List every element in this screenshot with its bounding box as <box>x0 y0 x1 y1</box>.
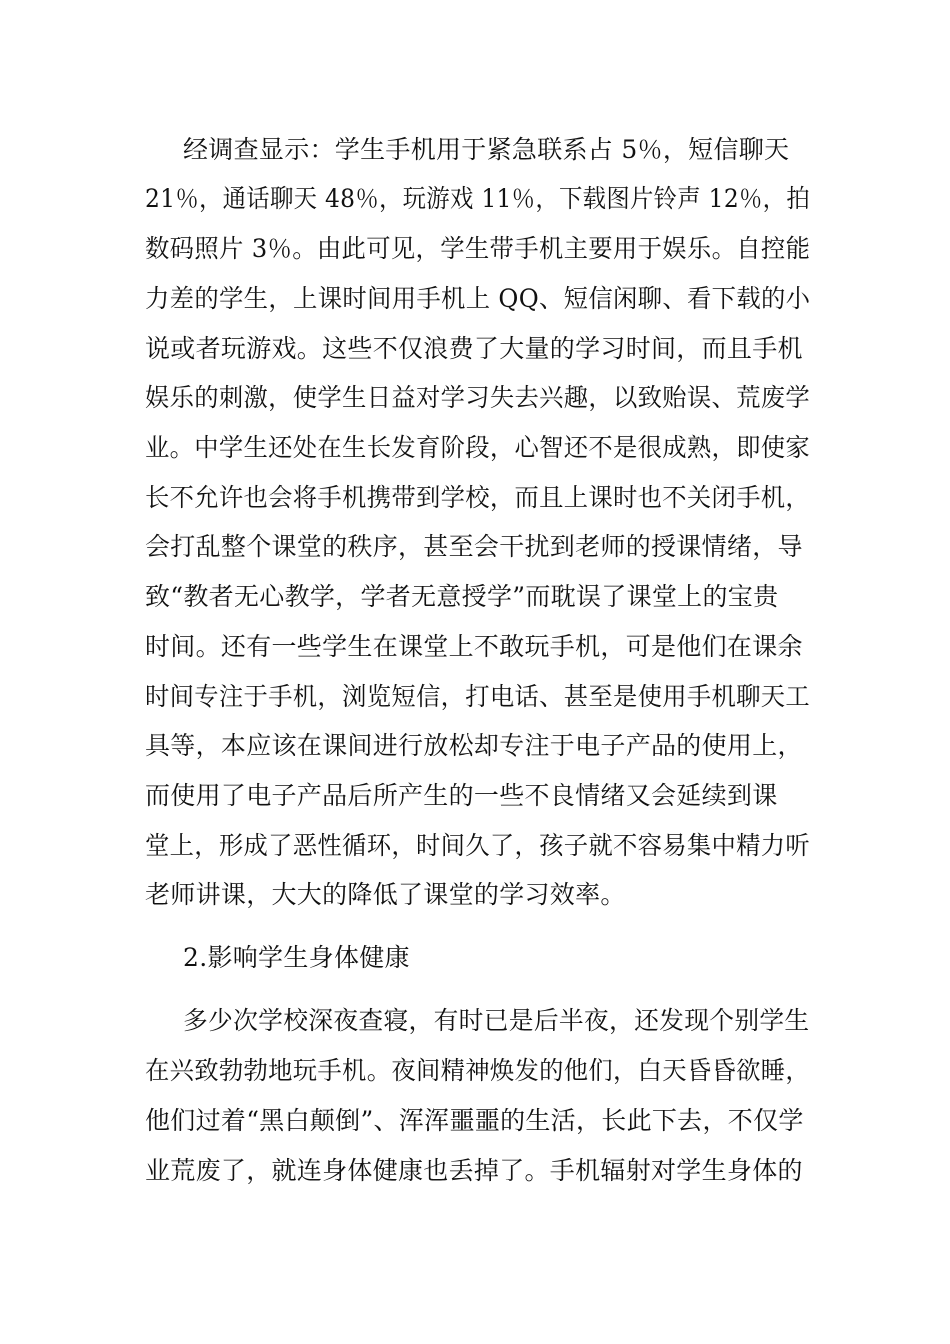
paragraph-1-line-4: 力差的学生，上课时间用手机上 QQ、短信闲聊、看下载的小 <box>145 284 811 313</box>
paragraph-2-line-4: 业荒废了，就连身体健康也丢掉了。手机辐射对学生身体的 <box>145 1156 803 1185</box>
paragraph-1-line-10: 致“教者无心教学，学者无意授学”而耽误了课堂上的宝贵 <box>145 582 779 611</box>
paragraph-1-line-3: 数码照片 3％。由此可见，学生带手机主要用于娱乐。自控能 <box>145 234 811 263</box>
paragraph-1-line-1: 经调查显示：学生手机用于紧急联系占 5％，短信聊天 <box>183 135 790 164</box>
paragraph-1-line-16: 老师讲课，大大的降低了课堂的学习效率。 <box>145 880 626 909</box>
paragraph-1-line-7: 业。中学生还处在生长发育阶段，心智还不是很成熟，即使家 <box>145 433 811 462</box>
paragraph-1-line-8: 长不允许也会将手机携带到学校，而且上课时也不关闭手机， <box>145 483 811 512</box>
paragraph-1-line-14: 而使用了电子产品后所产生的一些不良情绪又会延续到课 <box>145 781 778 810</box>
paragraph-1-line-2: 21％，通话聊天 48％，玩游戏 11％，下载图片铃声 12％，拍 <box>145 184 810 213</box>
paragraph-1-line-6: 娱乐的刺激，使学生日益对学习失去兴趣，以致贻误、荒废学 <box>145 383 811 412</box>
paragraph-1-line-9: 会打乱整个课堂的秩序，甚至会干扰到老师的授课情绪，导 <box>145 532 803 561</box>
paragraph-1-line-5: 说或者玩游戏。这些不仅浪费了大量的学习时间，而且手机 <box>145 334 803 363</box>
paragraph-2-line-3: 他们过着“黑白颠倒”、浑浑噩噩的生活，长此下去，不仅学 <box>145 1106 804 1135</box>
paragraph-2-line-1: 多少次学校深夜查寝，有时已是后半夜，还发现个别学生 <box>183 1006 810 1035</box>
paragraph-1-line-11: 时间。还有一些学生在课堂上不敢玩手机，可是他们在课余 <box>145 632 803 661</box>
paragraph-1-line-15: 堂上，形成了恶性循环，时间久了，孩子就不容易集中精力听 <box>145 831 811 860</box>
section-heading: 2.影响学生身体健康 <box>183 943 410 972</box>
paragraph-1-line-12: 时间专注于手机，浏览短信，打电话、甚至是使用手机聊天工 <box>145 682 811 711</box>
paragraph-1-line-13: 具等，本应该在课间进行放松却专注于电子产品的使用上， <box>145 731 803 760</box>
paragraph-2-line-2: 在兴致勃勃地玩手机。夜间精神焕发的他们，白天昏昏欲睡， <box>145 1056 811 1085</box>
